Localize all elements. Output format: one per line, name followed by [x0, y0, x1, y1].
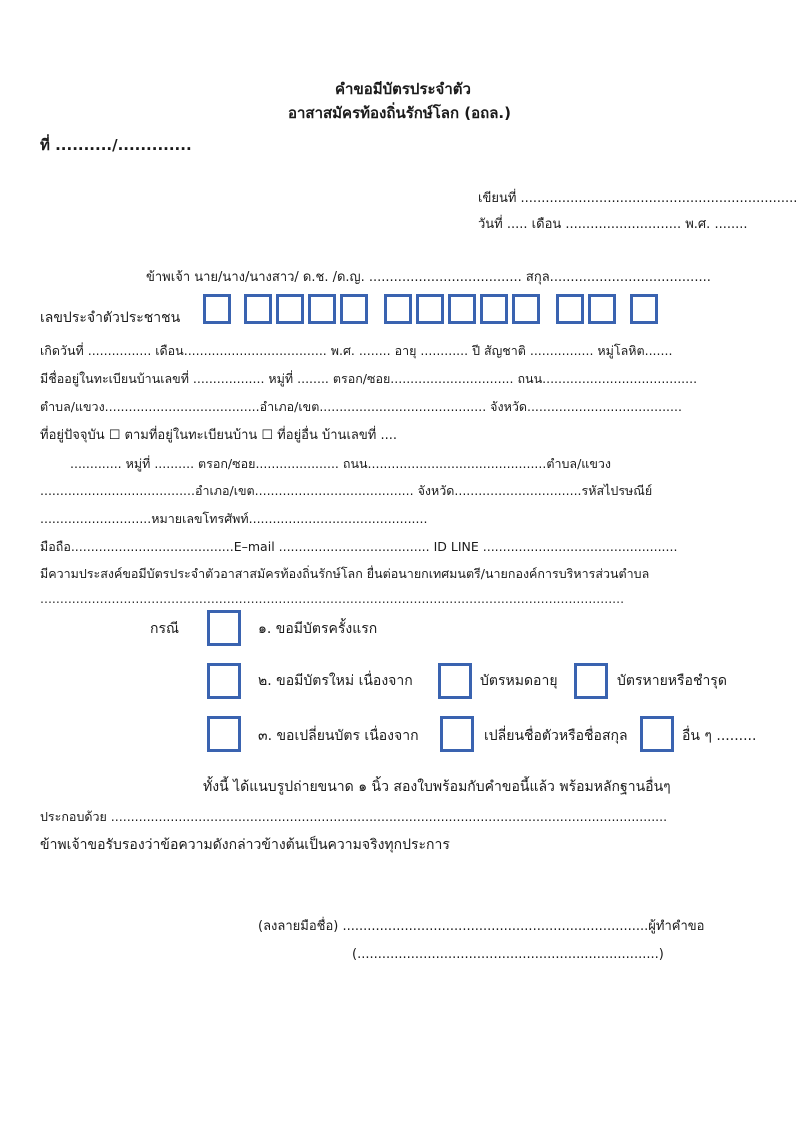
current-address-line-1[interactable]: ที่อยู่ปัจจุบัน ☐ ตามที่อยู่ในทะเบียนบ้าน ☐ ที่อยู่อื่น บ้านเลขที่ ....	[40, 428, 397, 443]
other-reason-checkbox[interactable]	[640, 716, 674, 752]
id-digit-box[interactable]	[384, 294, 412, 324]
birth-info-line[interactable]: เกิดวันที่ ................ เดือน.................................... พ.ศ. ........ อายุ ............ ปี สัญชาติ ................ หมู่โลหิต.......	[40, 343, 673, 358]
expired-card-checkbox[interactable]	[438, 663, 472, 699]
id-number-label: เลขประจำตัวประชาชน	[40, 310, 181, 326]
house-registration-line[interactable]: มีชื่ออยู่ในทะเบียนบ้านเลขที่ .................. หมู่ที่ ........ ตรอก/ซอย............................... ถนน.......................................	[40, 371, 698, 386]
id-digit-box[interactable]	[276, 294, 304, 324]
attachment-statement: ทั้งนี้ ได้แนบรูปถ่ายขนาด ๑ นิ้ว สองใบพร้อมกับคำขอนี้แล้ว พร้อมหลักฐานอื่นๆ	[203, 779, 671, 795]
name-change-label: เปลี่ยนชื่อตัวหรือชื่อสกุล	[484, 728, 628, 744]
case3-label: ๓. ขอเปลี่ยนบัตร เนื่องจาก	[258, 728, 419, 744]
form-title: คำขอมีบัตรประจำตัว	[335, 80, 471, 98]
signature-line[interactable]: (ลงลายมือชื่อ) ..........................................................................ผู้ทำคำขอ	[258, 919, 705, 934]
expired-card-label: บัตรหมดอายุ	[480, 673, 558, 689]
case3-checkbox[interactable]	[207, 716, 241, 752]
purpose-dotted-line[interactable]: ...................................................................................................................................................	[40, 591, 625, 606]
case-label: กรณี	[150, 621, 179, 637]
lost-damaged-label: บัตรหายหรือชำรุด	[617, 673, 727, 689]
purpose-line: มีความประสงค์ขอมีบัตรประจำตัวอาสาสมัครท้องถิ่นรักษ์โลก ยื่นต่อนายกเทศมนตรี/นายกองค์การบริหารส่วนตำบล	[40, 566, 650, 581]
id-digit-box[interactable]	[340, 294, 368, 324]
id-digit-box[interactable]	[203, 294, 231, 324]
id-digit-box[interactable]	[556, 294, 584, 324]
attachments-line[interactable]: ประกอบด้วย ............................................................................................................................................	[40, 809, 668, 824]
id-digit-box[interactable]	[308, 294, 336, 324]
id-digit-box[interactable]	[588, 294, 616, 324]
reference-number: ที่ ........../.............	[40, 136, 192, 154]
id-digit-box[interactable]	[448, 294, 476, 324]
id-digit-box[interactable]	[244, 294, 272, 324]
current-address-line-2[interactable]: ............. หมู่ที่ .......... ตรอก/ซอย..................... ถนน.............................................ตำบล/แขวง	[70, 456, 612, 471]
name-change-checkbox[interactable]	[440, 716, 474, 752]
case1-label: ๑. ขอมีบัตรครั้งแรก	[258, 621, 378, 637]
mobile-email-line[interactable]: มือถือ.........................................E–mail ...................................... ID LINE .................................................	[40, 539, 678, 554]
id-digit-box[interactable]	[480, 294, 508, 324]
written-at-line[interactable]: เขียนที่ ...................................................................	[478, 191, 798, 206]
certification-statement: ข้าพเจ้าขอรับรองว่าข้อความดังกล่าวข้างต้นเป็นความจริงทุกประการ	[40, 837, 450, 853]
form-subtitle: อาสาสมัครท้องถิ่นรักษ์โลก (อถล.)	[288, 104, 511, 122]
subdistrict-line[interactable]: ตำบล/แขวง.......................................อำเภอ/เขต.......................................... จังหวัด.......................................	[40, 399, 682, 414]
case1-checkbox[interactable]	[207, 610, 241, 646]
lost-damaged-checkbox[interactable]	[574, 663, 608, 699]
current-address-line-3[interactable]: .......................................อำเภอ/เขต........................................ จังหวัด................................รหัสไปรษณีย์	[40, 483, 653, 498]
case2-label: ๒. ขอมีบัตรใหม่ เนื่องจาก	[258, 673, 413, 689]
phone-line[interactable]: ............................หมายเลขโทรศัพท์.............................................	[40, 511, 428, 526]
printed-name-line[interactable]: (.........................................................................)	[352, 947, 664, 962]
id-digit-box[interactable]	[630, 294, 658, 324]
date-line[interactable]: วันที่ ..... เดือน ............................ พ.ศ. ........	[478, 217, 748, 232]
id-digit-box[interactable]	[416, 294, 444, 324]
case2-checkbox[interactable]	[207, 663, 241, 699]
id-digit-box[interactable]	[512, 294, 540, 324]
other-reason-label[interactable]: อื่น ๆ .........	[682, 728, 757, 744]
applicant-name-line[interactable]: ข้าพเจ้า นาย/นาง/นางสาว/ ด.ช. /ด.ญ. ..................................... สกุล.......................................	[146, 270, 711, 285]
